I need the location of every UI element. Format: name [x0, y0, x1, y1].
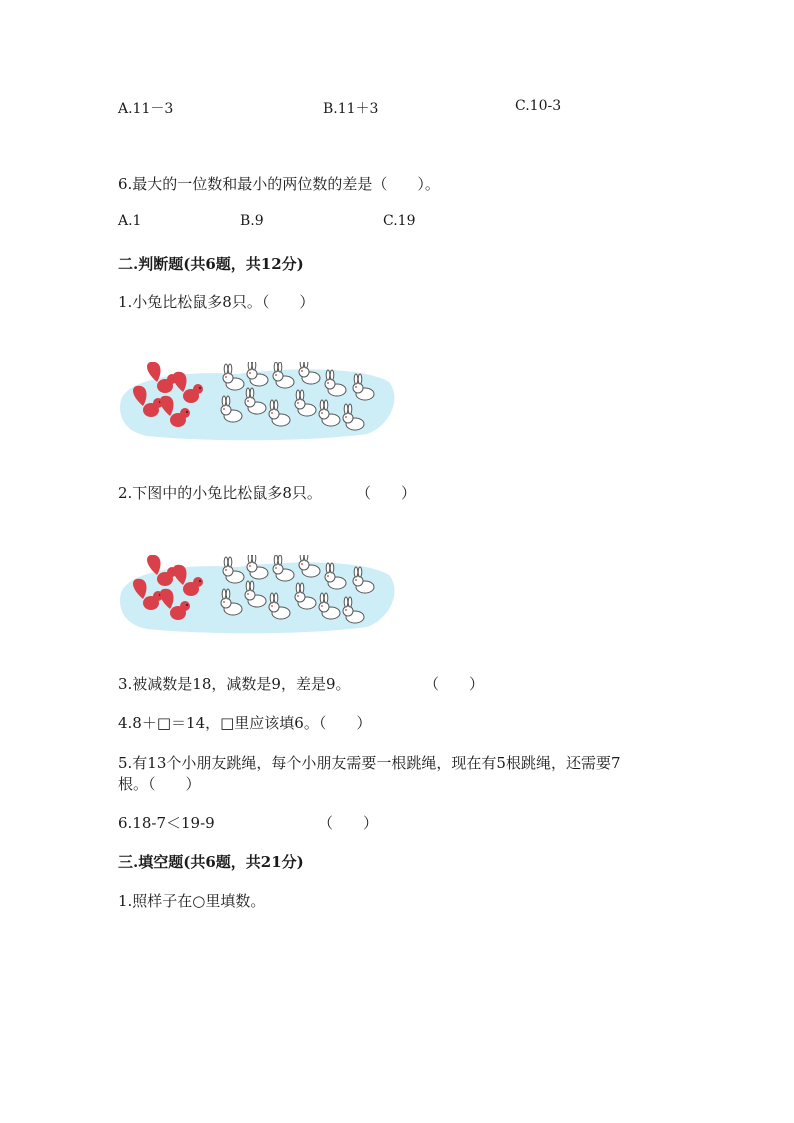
- section-2-title: 二.判断题(共6题，共12分): [118, 255, 304, 273]
- fill-item-1: 1.照样子在○里填数。: [118, 892, 266, 910]
- judge-item-4: 4.8＋□＝14，□里应该填6。（ ）: [118, 714, 372, 732]
- judge-item-2-blank: （ ）: [356, 484, 417, 502]
- q6-option-c: C.19: [383, 213, 416, 229]
- option-c: C.10-3: [515, 98, 562, 114]
- question-6-stem: 6.最大的一位数和最小的两位数的差是（ ）。: [118, 175, 440, 193]
- section-3-title: 三.填空题(共6题，共21分): [118, 853, 304, 871]
- judge-item-6-blank: （ ）: [318, 814, 379, 832]
- judge-item-2: 2.下图中的小兔比松鼠多8只。: [118, 484, 322, 502]
- judge-item-6: 6.18-7＜19-9: [118, 814, 215, 832]
- judge-item-3-blank: （ ）: [424, 675, 485, 693]
- judge-item-5-line2: 根。（ ）: [118, 775, 201, 793]
- option-b: B.11＋3: [323, 101, 379, 117]
- q6-option-b: B.9: [240, 213, 264, 229]
- squirrels-rabbits-picture-2: [117, 555, 399, 635]
- judge-item-1: 1.小兔比松鼠多8只。（ ）: [118, 293, 315, 311]
- judge-item-3: 3.被减数是18，减数是9，差是9。: [118, 675, 351, 693]
- q6-option-a: A.1: [118, 213, 142, 229]
- judge-item-5: 5.有13个小朋友跳绳，每个小朋友需要一根跳绳，现在有5根跳绳，还需要7: [118, 754, 621, 772]
- squirrels-rabbits-picture-1: [117, 362, 399, 442]
- option-a: A.11－3: [118, 101, 174, 117]
